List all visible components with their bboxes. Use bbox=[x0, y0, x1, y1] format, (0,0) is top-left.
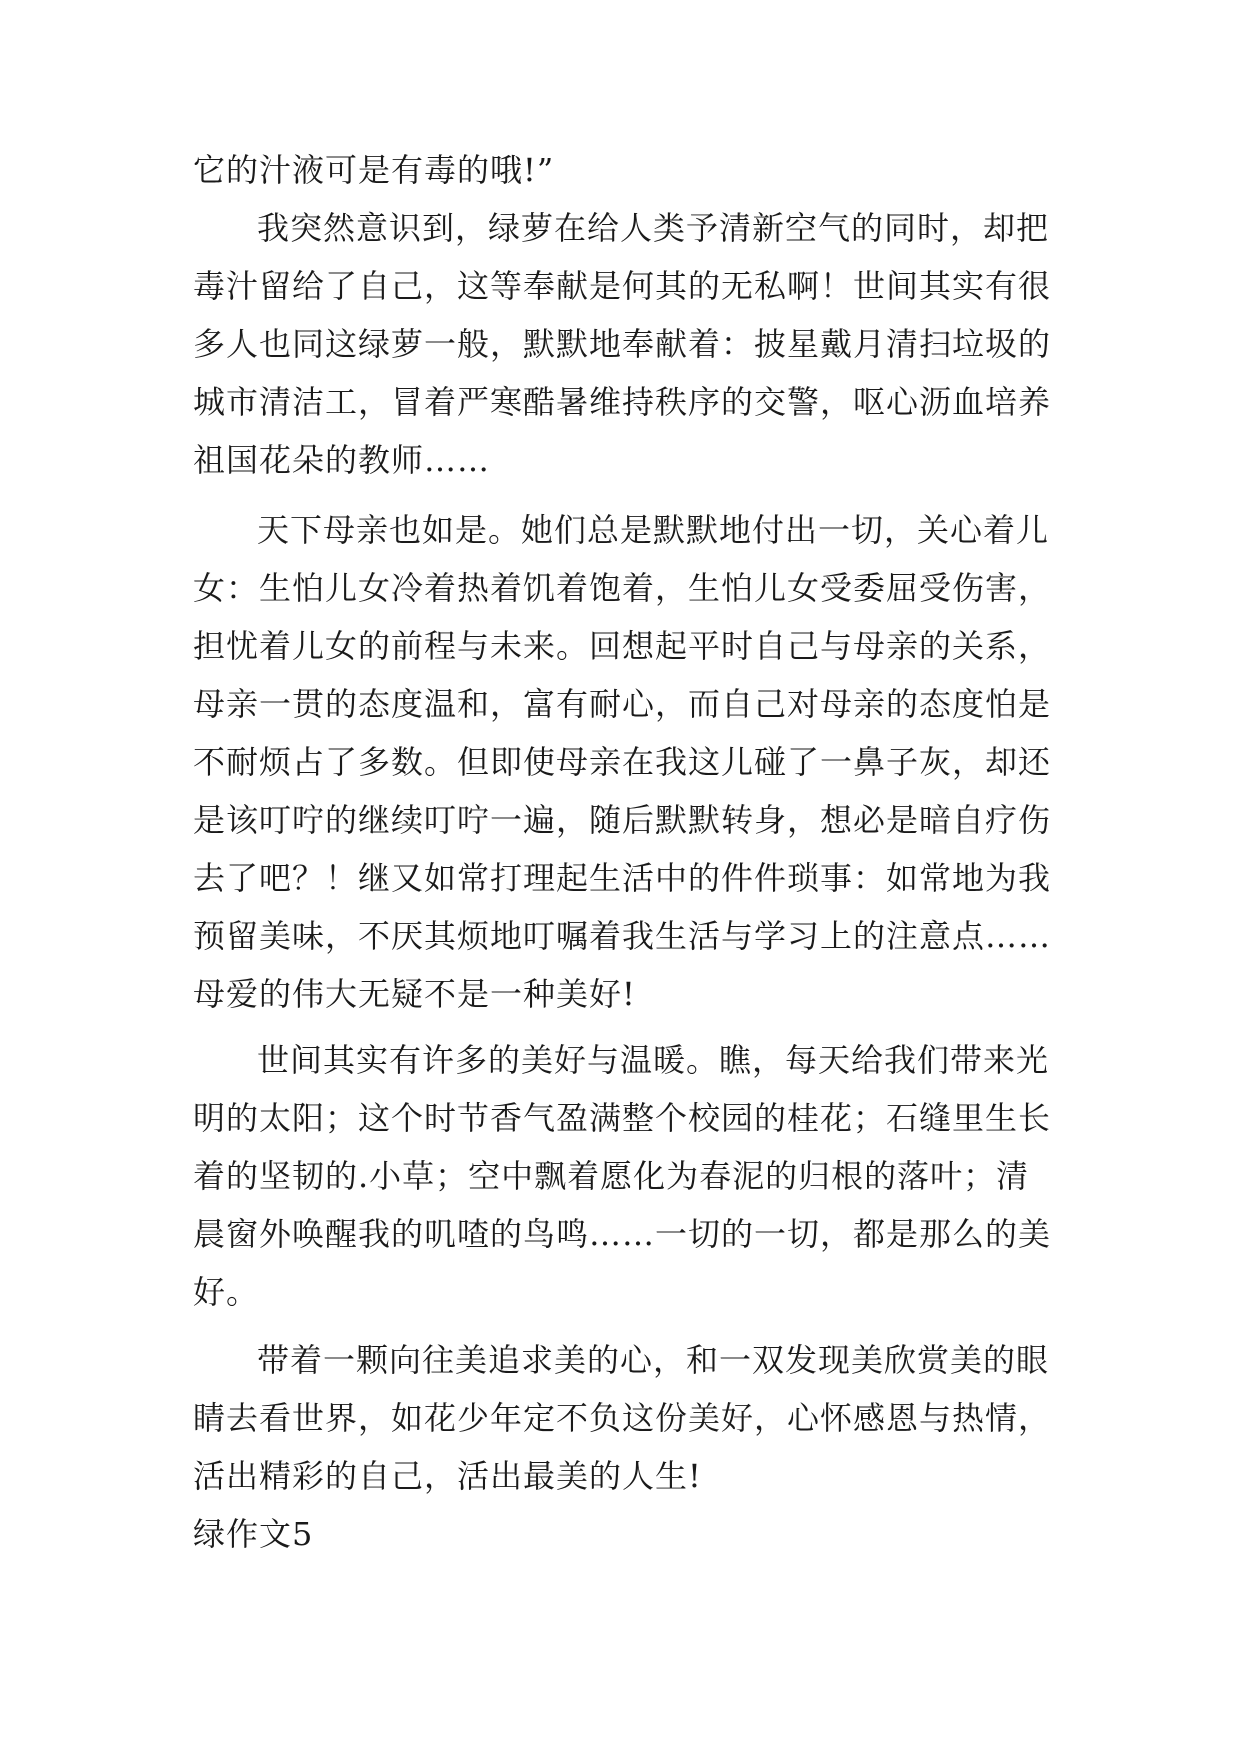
text-line: 祖国花朵的教师…… bbox=[193, 441, 491, 479]
text-line: 女：生怕儿女冷着热着饥着饱着，生怕儿女受委屈受伤害， bbox=[193, 569, 1052, 607]
text-line: 是该叮咛的继续叮咛一遍，随后默默转身，想必是暗自疗伤 bbox=[193, 801, 1052, 839]
paragraph-start: 我突然意识到，绿萝在给人类予清新空气的同时，却把 bbox=[257, 209, 1050, 247]
text-line: 母亲一贯的态度温和，富有耐心，而自己对母亲的态度怕是 bbox=[193, 685, 1052, 723]
text-line: 好。 bbox=[193, 1273, 260, 1311]
text-line: 担忧着儿女的前程与未来。回想起平时自己与母亲的关系， bbox=[193, 627, 1052, 665]
text-line: 母爱的伟大无疑不是一种美好! bbox=[193, 975, 636, 1013]
text-line: 它的汁液可是有毒的哦!” bbox=[193, 151, 555, 189]
text-line: 多人也同这绿萝一般，默默地奉献着：披星戴月清扫垃圾的 bbox=[193, 325, 1052, 363]
text-line: 不耐烦占了多数。但即使母亲在我这儿碰了一鼻子灰，却还 bbox=[193, 743, 1052, 781]
text-line: 毒汁留给了自己，这等奉献是何其的无私啊！世间其实有很 bbox=[193, 267, 1052, 305]
text-line: 晨窗外唤醒我的叽喳的鸟鸣……一切的一切，都是那么的美 bbox=[193, 1215, 1052, 1253]
text-line: 去了吧？！继又如常打理起生活中的件件琐事：如常地为我 bbox=[193, 859, 1052, 897]
text-line: 活出精彩的自己，活出最美的人生! bbox=[193, 1457, 702, 1495]
paragraph-start: 带着一颗向往美追求美的心，和一双发现美欣赏美的眼 bbox=[257, 1341, 1050, 1379]
text-line: 明的太阳；这个时节香气盈满整个校园的桂花；石缝里生长 bbox=[193, 1099, 1052, 1137]
paragraph-start: 世间其实有许多的美好与温暖。瞧，每天给我们带来光 bbox=[257, 1041, 1050, 1079]
text-line: 城市清洁工，冒着严寒酷暑维持秩序的交警，呕心沥血培养 bbox=[193, 383, 1052, 421]
text-line: 预留美味，不厌其烦地叮嘱着我生活与学习上的注意点…… bbox=[193, 917, 1052, 955]
text-line: 睛去看世界，如花少年定不负这份美好，心怀感恩与热情， bbox=[193, 1399, 1052, 1437]
section-heading: 绿作文5 bbox=[193, 1515, 314, 1553]
text-line: 着的坚韧的.小草；空中飘着愿化为春泥的归根的落叶；清 bbox=[193, 1157, 1030, 1195]
paragraph-start: 天下母亲也如是。她们总是默默地付出一切，关心着儿 bbox=[257, 511, 1050, 549]
